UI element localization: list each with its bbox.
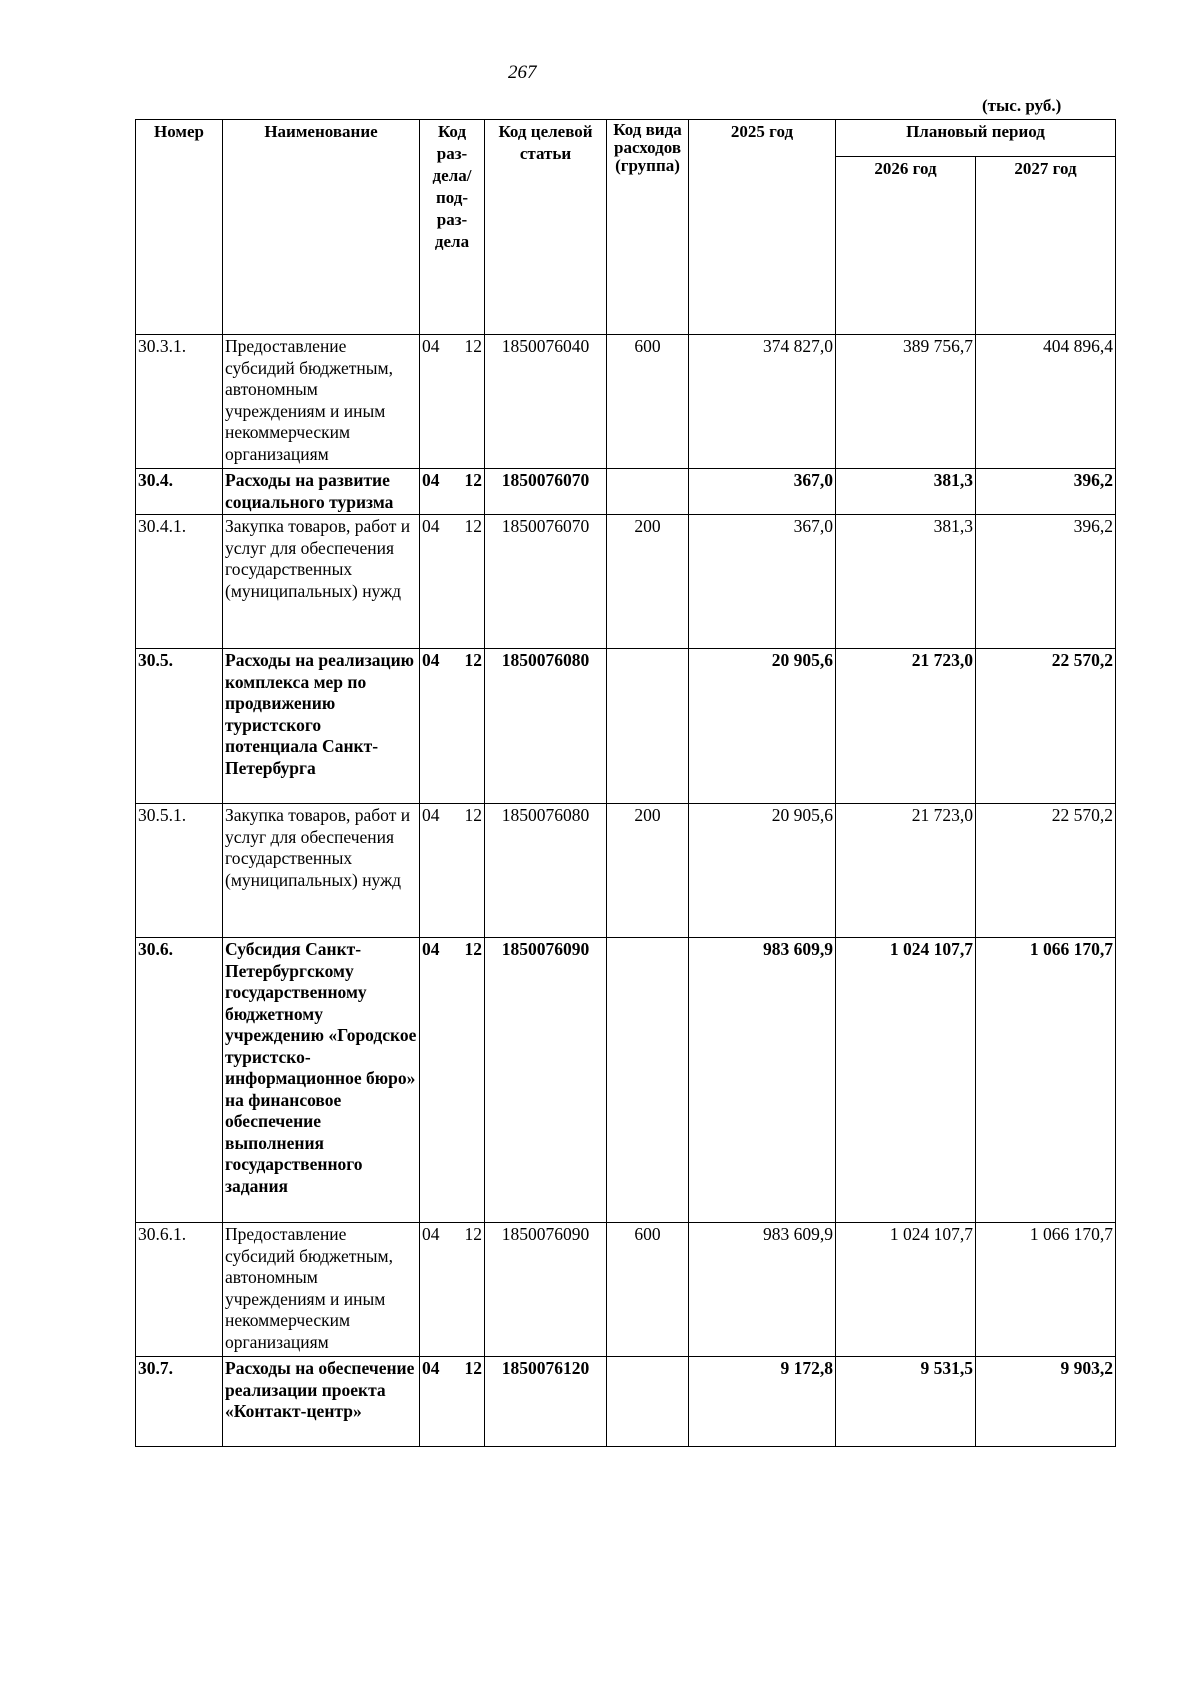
- row-number: 30.3.1.: [136, 335, 223, 469]
- row-value-2025: 983 609,9: [689, 938, 836, 1223]
- row-razdel: 04: [422, 1224, 440, 1244]
- row-razdel: 04: [422, 336, 440, 356]
- row-number: 30.5.: [136, 649, 223, 804]
- row-value-2027: 22 570,2: [976, 804, 1116, 938]
- row-razdel-code: [420, 649, 485, 804]
- row-type-code: [607, 469, 689, 515]
- row-value-2026: 21 723,0: [836, 649, 976, 804]
- table-row: [136, 1223, 1116, 1357]
- row-razdel-code: [420, 335, 485, 469]
- row-razdel-code: [420, 515, 485, 649]
- row-target-code: 1850076090: [485, 938, 607, 1223]
- row-podrazdel: 12: [464, 336, 482, 356]
- row-name: Закупка товаров, работ и услуг для обеспечения государственных (муниципальных) нужд: [223, 804, 420, 938]
- header-name: Наименование: [223, 120, 420, 335]
- row-value-2026: 381,3: [836, 469, 976, 515]
- row-razdel-code: [420, 804, 485, 938]
- row-podrazdel: 12: [464, 1224, 482, 1244]
- row-podrazdel: 12: [464, 516, 482, 536]
- row-podrazdel: 12: [464, 1358, 482, 1378]
- row-value-2026: 1 024 107,7: [836, 1223, 976, 1357]
- row-name: Предоставление субсидий бюджетным, автономным учреждениям и иным некоммерческим организациям: [223, 335, 420, 469]
- row-type-code: 200: [607, 804, 689, 938]
- header-code-type: Код вида расходов (группа): [607, 120, 689, 335]
- row-value-2027: 404 896,4: [976, 335, 1116, 469]
- row-razdel-code: [420, 1223, 485, 1357]
- header-year-2027: 2027 год: [976, 157, 1116, 335]
- row-value-2025: 9 172,8: [689, 1357, 836, 1447]
- row-razdel-code: [420, 938, 485, 1223]
- row-value-2026: 389 756,7: [836, 335, 976, 469]
- table-row: [136, 335, 1116, 469]
- row-target-code: 1850076080: [485, 649, 607, 804]
- row-value-2025: 20 905,6: [689, 649, 836, 804]
- header-code-target: Код целевой статьи: [485, 120, 607, 335]
- table-row: [136, 515, 1116, 649]
- row-name: Расходы на реализацию комплекса мер по продвижению туристского потенциала Санкт-Петербурга: [223, 649, 420, 804]
- table-row: [136, 1357, 1116, 1447]
- row-razdel: 04: [422, 939, 440, 959]
- row-razdel: 04: [422, 805, 440, 825]
- row-value-2025: 367,0: [689, 469, 836, 515]
- units-label: (тыс. руб.): [982, 96, 1062, 115]
- row-value-2025: 367,0: [689, 515, 836, 649]
- header-year-2025: 2025 год: [689, 120, 836, 335]
- row-value-2025: 374 827,0: [689, 335, 836, 469]
- row-target-code: 1850076120: [485, 1357, 607, 1447]
- table-body: [136, 335, 1116, 1447]
- row-type-code: 600: [607, 1223, 689, 1357]
- row-razdel: 04: [422, 650, 440, 670]
- row-number: 30.6.1.: [136, 1223, 223, 1357]
- row-value-2025: 983 609,9: [689, 1223, 836, 1357]
- row-target-code: 1850076040: [485, 335, 607, 469]
- row-podrazdel: 12: [464, 650, 482, 670]
- row-value-2027: 22 570,2: [976, 649, 1116, 804]
- header-year-2026: 2026 год: [836, 157, 976, 335]
- row-podrazdel: 12: [464, 470, 482, 490]
- row-name: Предоставление субсидий бюджетным, автономным учреждениям и иным некоммерческим организациям: [223, 1223, 420, 1357]
- row-number: 30.4.1.: [136, 515, 223, 649]
- row-razdel-code: [420, 469, 485, 515]
- row-number: 30.6.: [136, 938, 223, 1223]
- row-value-2027: 396,2: [976, 515, 1116, 649]
- table-row: [136, 469, 1116, 515]
- row-type-code: [607, 938, 689, 1223]
- row-value-2026: 21 723,0: [836, 804, 976, 938]
- row-target-code: 1850076090: [485, 1223, 607, 1357]
- table-row: [136, 649, 1116, 804]
- row-target-code: 1850076070: [485, 515, 607, 649]
- header-planned-period: Плановый период: [836, 120, 1116, 157]
- row-type-code: [607, 649, 689, 804]
- row-value-2027: 396,2: [976, 469, 1116, 515]
- row-value-2026: 381,3: [836, 515, 976, 649]
- page-number: 267: [508, 62, 537, 83]
- row-value-2027: 9 903,2: [976, 1357, 1116, 1447]
- row-number: 30.5.1.: [136, 804, 223, 938]
- row-razdel: 04: [422, 470, 440, 490]
- row-razdel: 04: [422, 1358, 440, 1378]
- row-podrazdel: 12: [464, 939, 482, 959]
- row-name: Субсидия Санкт-Петербургскому государственному бюджетному учреждению «Городское туристско-информационное бюро» на финансовое обеспечение выполнения государственного задания: [223, 938, 420, 1223]
- row-type-code: [607, 1357, 689, 1447]
- table-row: [136, 804, 1116, 938]
- header-number: Номер: [136, 120, 223, 335]
- row-name: Расходы на развитие социального туризма: [223, 469, 420, 515]
- row-name: Расходы на обеспечение реализации проекта «Контакт-центр»: [223, 1357, 420, 1447]
- table-row: [136, 938, 1116, 1223]
- row-type-code: 600: [607, 335, 689, 469]
- budget-table: [135, 119, 1116, 1447]
- row-value-2027: 1 066 170,7: [976, 1223, 1116, 1357]
- row-number: 30.4.: [136, 469, 223, 515]
- row-value-2027: 1 066 170,7: [976, 938, 1116, 1223]
- header-code-razdel: Код раз-дела/ под-раз-дела: [420, 120, 485, 335]
- row-type-code: 200: [607, 515, 689, 649]
- row-razdel: 04: [422, 516, 440, 536]
- row-name: Закупка товаров, работ и услуг для обеспечения государственных (муниципальных) нужд: [223, 515, 420, 649]
- row-value-2026: 1 024 107,7: [836, 938, 976, 1223]
- row-target-code: 1850076070: [485, 469, 607, 515]
- row-razdel-code: [420, 1357, 485, 1447]
- row-target-code: 1850076080: [485, 804, 607, 938]
- row-number: 30.7.: [136, 1357, 223, 1447]
- row-value-2025: 20 905,6: [689, 804, 836, 938]
- row-podrazdel: 12: [464, 805, 482, 825]
- row-value-2026: 9 531,5: [836, 1357, 976, 1447]
